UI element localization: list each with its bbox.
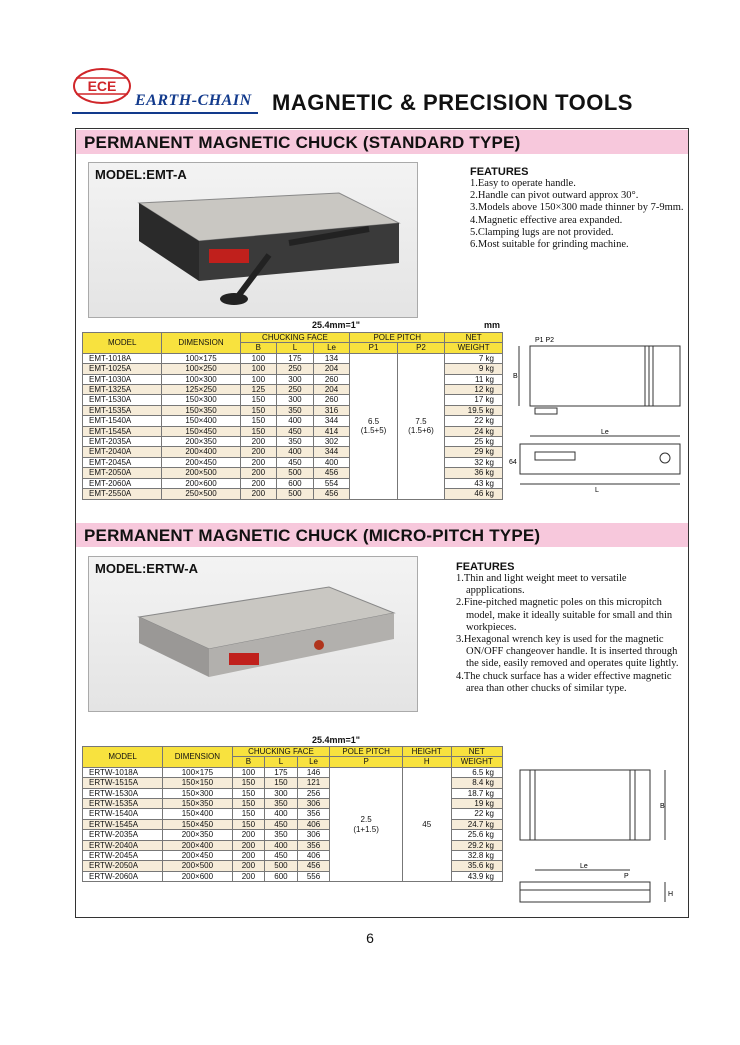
- model-cell: EMT-1025A: [83, 364, 162, 374]
- col-le: Le: [297, 757, 330, 767]
- l-cell: 400: [277, 416, 314, 426]
- le-cell: 121: [297, 778, 330, 788]
- emt-chuck-image: [129, 183, 409, 313]
- b-cell: 150: [232, 778, 265, 788]
- feature-item: 2.Handle can pivot outward approx 30°.: [470, 190, 639, 202]
- model-cell: EMT-1325A: [83, 385, 162, 395]
- height-cell: [402, 767, 451, 881]
- dimension-cell: 150×400: [163, 809, 232, 819]
- col-dimension: DIMENSION: [162, 333, 240, 354]
- b-cell: 150: [232, 809, 265, 819]
- weight-cell: 6.5 kg: [451, 767, 502, 777]
- pole-pitch-cell: [330, 767, 403, 881]
- dimension-cell: 150×350: [162, 405, 240, 415]
- l-cell: 175: [265, 767, 298, 777]
- dimension-cell: 200×350: [162, 437, 240, 447]
- le-cell: 260: [313, 395, 350, 405]
- col-h: H: [402, 757, 451, 767]
- model-cell: ERTW-2045A: [83, 851, 163, 861]
- weight-cell: 29 kg: [445, 447, 503, 457]
- dimension-cell: 200×600: [163, 871, 232, 881]
- svg-text:B: B: [513, 373, 518, 380]
- b-cell: 200: [232, 851, 265, 861]
- model-cell: ERTW-2035A: [83, 830, 163, 840]
- dimension-cell: 200×450: [163, 851, 232, 861]
- model-cell: ERTW-2050A: [83, 861, 163, 871]
- l-cell: 450: [265, 851, 298, 861]
- dimension-cell: 150×450: [162, 426, 240, 436]
- feature-item: 3.Hexagonal wrench key is used for the magnetic ON/OFF changeover handle. It is inserted through the side, easily removed and operates quite lightly.: [456, 634, 679, 670]
- dimension-cell: 200×600: [162, 478, 240, 488]
- svg-text:64: 64: [509, 459, 517, 466]
- le-cell: 204: [313, 385, 350, 395]
- l-cell: 175: [277, 353, 314, 363]
- weight-cell: 32 kg: [445, 457, 503, 467]
- l-cell: 300: [277, 374, 314, 384]
- dimension-cell: 250×500: [162, 489, 240, 499]
- dimension-cell: 125×250: [162, 385, 240, 395]
- b-cell: 100: [240, 374, 277, 384]
- feature-item: 6.Most suitable for grinding machine.: [470, 239, 629, 251]
- weight-cell: 24 kg: [445, 426, 503, 436]
- ertw-product-photo: [88, 556, 418, 712]
- dimension-cell: 150×350: [163, 799, 232, 809]
- weight-cell: 19 kg: [451, 799, 502, 809]
- model-cell: EMT-1535A: [83, 405, 162, 415]
- b-cell: 150: [232, 799, 265, 809]
- col-chucking-face: CHUCKING FACE: [232, 747, 330, 757]
- brand-name: EARTH-CHAIN: [135, 92, 252, 109]
- emt-product-photo: [88, 162, 418, 318]
- dimension-cell: 100×175: [163, 767, 232, 777]
- l-cell: 400: [265, 809, 298, 819]
- col-pole-pitch: POLE PITCH: [330, 747, 403, 757]
- l-cell: 600: [265, 871, 298, 881]
- b-cell: 200: [232, 861, 265, 871]
- p2-cell: [397, 353, 444, 499]
- pole-pitch-sub: (1+1.5): [353, 824, 379, 834]
- dimension-cell: 100×175: [162, 353, 240, 363]
- dimension-cell: 200×400: [163, 840, 232, 850]
- model-cell: EMT-2550A: [83, 489, 162, 499]
- le-cell: 406: [297, 819, 330, 829]
- model-cell: EMT-2035A: [83, 437, 162, 447]
- b-cell: 100: [232, 767, 265, 777]
- svg-text:H: H: [668, 891, 674, 898]
- model-cell: EMT-1545A: [83, 426, 162, 436]
- p2-sub: (1.5+6): [408, 426, 434, 436]
- feature-item: 4.Magnetic effective area expanded.: [470, 214, 623, 226]
- le-cell: 344: [313, 416, 350, 426]
- col-p2: P2: [397, 343, 444, 353]
- model-cell: ERTW-2060A: [83, 871, 163, 881]
- b-cell: 125: [240, 385, 277, 395]
- dimension-cell: 100×250: [162, 364, 240, 374]
- b-cell: 200: [240, 489, 277, 499]
- section1-features-title: FEATURES: [470, 166, 529, 178]
- le-cell: 356: [297, 809, 330, 819]
- l-cell: 400: [277, 447, 314, 457]
- l-cell: 150: [265, 778, 298, 788]
- model-cell: EMT-2045A: [83, 457, 162, 467]
- feature-item: 2.Fine-pitched magnetic poles on this micropitch model, make it ideally suitable for small and thin workpieces.: [456, 597, 673, 633]
- feature-item: 5.Clamping lugs are not provided.: [470, 226, 614, 238]
- b-cell: 200: [240, 468, 277, 478]
- b-cell: 150: [240, 416, 277, 426]
- b-cell: 200: [232, 871, 265, 881]
- dimension-cell: 150×450: [163, 819, 232, 829]
- le-cell: 134: [313, 353, 350, 363]
- section1-features-list: [470, 178, 685, 251]
- weight-cell: 12 kg: [445, 385, 503, 395]
- model-cell: ERTW-1515A: [83, 778, 163, 788]
- section2-unit-note: 25.4mm=1": [312, 735, 361, 745]
- page-number: 6: [366, 930, 374, 946]
- col-net: NET: [451, 747, 502, 757]
- section2-features-list: [456, 573, 685, 695]
- weight-cell: 24.7 kg: [451, 819, 502, 829]
- weight-cell: 19.5 kg: [445, 405, 503, 415]
- weight-cell: 7 kg: [445, 353, 503, 363]
- b-cell: 150: [232, 819, 265, 829]
- page-title: MAGNETIC & PRECISION TOOLS: [272, 90, 633, 115]
- dimension-cell: 150×300: [162, 395, 240, 405]
- weight-cell: 17 kg: [445, 395, 503, 405]
- l-cell: 350: [277, 405, 314, 415]
- le-cell: 414: [313, 426, 350, 436]
- le-cell: 400: [313, 457, 350, 467]
- svg-text:B: B: [660, 803, 665, 810]
- dimension-cell: 150×150: [163, 778, 232, 788]
- dimension-cell: 150×300: [163, 788, 232, 798]
- model-cell: ERTW-1540A: [83, 809, 163, 819]
- le-cell: 456: [313, 468, 350, 478]
- b-cell: 200: [240, 447, 277, 457]
- col-l: L: [277, 343, 314, 353]
- model-cell: EMT-2050A: [83, 468, 162, 478]
- le-cell: 260: [313, 374, 350, 384]
- weight-cell: 32.8 kg: [451, 851, 502, 861]
- le-cell: 456: [313, 489, 350, 499]
- b-cell: 150: [240, 405, 277, 415]
- weight-cell: 25 kg: [445, 437, 503, 447]
- model-cell: EMT-2060A: [83, 478, 162, 488]
- l-cell: 450: [277, 426, 314, 436]
- l-cell: 450: [265, 819, 298, 829]
- svg-text:L: L: [595, 487, 599, 494]
- emt-dimension-drawing: [505, 332, 685, 497]
- b-cell: 200: [232, 830, 265, 840]
- col-dimension: DIMENSION: [163, 747, 232, 768]
- section2-features-title: FEATURES: [456, 561, 515, 573]
- l-cell: 350: [265, 799, 298, 809]
- model-cell: ERTW-2040A: [83, 840, 163, 850]
- p2-value: 7.5: [415, 416, 427, 426]
- b-cell: 200: [232, 840, 265, 850]
- feature-item: 1.Thin and light weight meet to versatile appplications.: [456, 573, 627, 597]
- l-cell: 500: [277, 489, 314, 499]
- col-p: P: [330, 757, 403, 767]
- le-cell: 344: [313, 447, 350, 457]
- b-cell: 150: [240, 426, 277, 436]
- section1-unit-note: 25.4mm=1": [312, 320, 361, 330]
- weight-cell: 9 kg: [445, 364, 503, 374]
- ertw-dimension-drawing: [510, 760, 685, 910]
- col-pole-pitch: POLE PITCH: [350, 333, 445, 343]
- section1-unit-mm: mm: [484, 320, 501, 330]
- model-cell: ERTW-1530A: [83, 788, 163, 798]
- model-cell: EMT-2040A: [83, 447, 162, 457]
- section1-spec-table: [82, 332, 503, 500]
- l-cell: 300: [277, 395, 314, 405]
- le-cell: 146: [297, 767, 330, 777]
- b-cell: 200: [240, 478, 277, 488]
- col-model: MODEL: [83, 747, 163, 768]
- l-cell: 350: [265, 830, 298, 840]
- weight-cell: 43.9 kg: [451, 871, 502, 881]
- weight-cell: 22 kg: [451, 809, 502, 819]
- svg-text:P: P: [624, 873, 629, 880]
- col-model: MODEL: [83, 333, 162, 354]
- weight-cell: 29.2 kg: [451, 840, 502, 850]
- section1-heading: PERMANENT MAGNETIC CHUCK (STANDARD TYPE): [84, 133, 521, 152]
- le-cell: 406: [297, 851, 330, 861]
- svg-text:Le: Le: [580, 863, 588, 870]
- le-cell: 302: [313, 437, 350, 447]
- dimension-cell: 150×400: [162, 416, 240, 426]
- earth-chain-logo: [72, 66, 132, 106]
- model-cell: EMT-1530A: [83, 395, 162, 405]
- model-cell: ERTW-1018A: [83, 767, 163, 777]
- l-cell: 300: [265, 788, 298, 798]
- ertw-chuck-image: [129, 577, 409, 707]
- feature-item: 3.Models above 150×300 made thinner by 7-9mm.: [470, 202, 684, 214]
- le-cell: 306: [297, 799, 330, 809]
- l-cell: 450: [277, 457, 314, 467]
- feature-item: 1.Easy to operate handle.: [470, 178, 576, 189]
- section2-heading-band: [76, 523, 688, 547]
- section1-model: MODEL:EMT-A: [95, 167, 187, 182]
- feature-item: 4.The chuck surface has a wider effective magnetic area than other chucks of similar type.: [456, 670, 672, 694]
- weight-cell: 18.7 kg: [451, 788, 502, 798]
- le-cell: 256: [297, 788, 330, 798]
- l-cell: 250: [277, 364, 314, 374]
- model-cell: ERTW-1535A: [83, 799, 163, 809]
- brand-underline: [72, 112, 258, 114]
- b-cell: 200: [240, 437, 277, 447]
- dimension-cell: 200×500: [163, 861, 232, 871]
- weight-cell: 11 kg: [445, 374, 503, 384]
- le-cell: 316: [313, 405, 350, 415]
- weight-cell: 35.6 kg: [451, 861, 502, 871]
- dimension-cell: 200×400: [162, 447, 240, 457]
- col-weight: WEIGHT: [451, 757, 502, 767]
- le-cell: 306: [297, 830, 330, 840]
- weight-cell: 43 kg: [445, 478, 503, 488]
- b-cell: 100: [240, 364, 277, 374]
- col-l: L: [265, 757, 298, 767]
- p1-sub: (1.5+5): [360, 426, 387, 436]
- col-chucking-face: CHUCKING FACE: [240, 333, 350, 343]
- weight-cell: 36 kg: [445, 468, 503, 478]
- b-cell: 150: [240, 395, 277, 405]
- section2-model: MODEL:ERTW-A: [95, 561, 198, 576]
- le-cell: 456: [297, 861, 330, 871]
- l-cell: 250: [277, 385, 314, 395]
- table-row: [83, 353, 503, 363]
- model-cell: EMT-1018A: [83, 353, 162, 363]
- le-cell: 556: [297, 871, 330, 881]
- model-cell: EMT-1030A: [83, 374, 162, 384]
- weight-cell: 25.6 kg: [451, 830, 502, 840]
- col-b: B: [232, 757, 265, 767]
- l-cell: 350: [277, 437, 314, 447]
- height-value: 45: [422, 819, 432, 829]
- weight-cell: 22 kg: [445, 416, 503, 426]
- le-cell: 204: [313, 364, 350, 374]
- svg-text:Le: Le: [601, 429, 609, 436]
- col-b: B: [240, 343, 277, 353]
- svg-text:ECE: ECE: [87, 78, 117, 94]
- section1-heading-band: [76, 130, 688, 154]
- section2-spec-table: [82, 746, 503, 882]
- l-cell: 500: [265, 861, 298, 871]
- p1-cell: [350, 353, 397, 499]
- col-net: NET: [445, 333, 503, 343]
- table-row: [83, 767, 503, 777]
- l-cell: 400: [265, 840, 298, 850]
- model-cell: EMT-1540A: [83, 416, 162, 426]
- col-weight: WEIGHT: [445, 343, 503, 353]
- le-cell: 554: [313, 478, 350, 488]
- section2-heading: PERMANENT MAGNETIC CHUCK (MICRO-PITCH TYPE): [84, 526, 541, 545]
- l-cell: 600: [277, 478, 314, 488]
- weight-cell: 8.4 kg: [451, 778, 502, 788]
- l-cell: 500: [277, 468, 314, 478]
- model-cell: ERTW-1545A: [83, 819, 163, 829]
- dimension-cell: 200×350: [163, 830, 232, 840]
- b-cell: 100: [240, 353, 277, 363]
- dimension-cell: 200×450: [162, 457, 240, 467]
- b-cell: 200: [240, 457, 277, 467]
- weight-cell: 46 kg: [445, 489, 503, 499]
- le-cell: 356: [297, 840, 330, 850]
- col-le: Le: [313, 343, 350, 353]
- svg-text:P1 P2: P1 P2: [535, 337, 555, 344]
- pole-pitch-value: 2.5: [360, 815, 372, 825]
- p1-value: 6.5: [367, 416, 380, 426]
- dimension-cell: 100×300: [162, 374, 240, 384]
- dimension-cell: 200×500: [162, 468, 240, 478]
- col-height: HEIGHT: [402, 747, 451, 757]
- b-cell: 150: [232, 788, 265, 798]
- col-p1: P1: [350, 343, 397, 353]
